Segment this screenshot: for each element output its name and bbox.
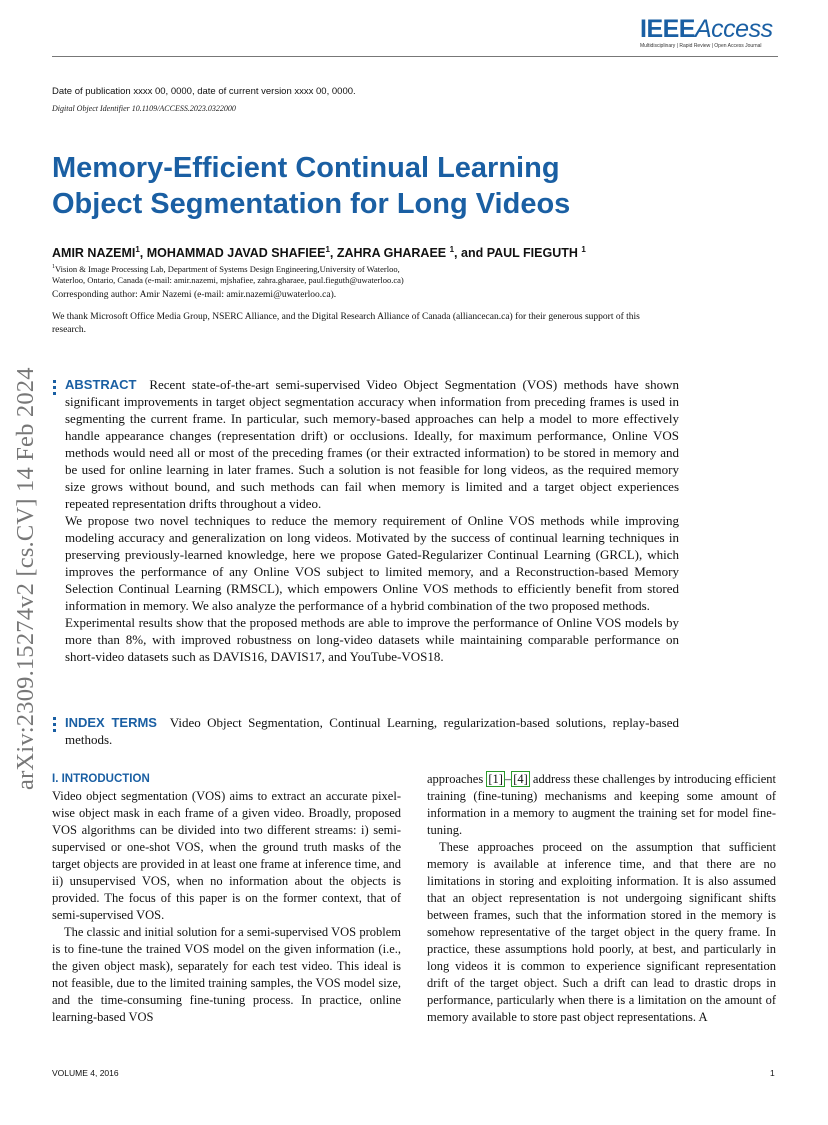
doi: Digital Object Identifier 10.1109/ACCESS.2023.0322000 xyxy=(52,104,236,113)
citation-link[interactable]: [1] xyxy=(488,772,503,786)
abstract-marker xyxy=(53,380,57,398)
paragraph: approaches [1] – [4] address these challenges by introducing efficient training (fine-tuning) mechanisms and keeping some amount of information in a memory to augment the training set for model fine-tuning. xyxy=(427,772,776,837)
ieee-access-logo: IEEEAccess Multidisciplinary | Rapid Review | Open Access Journal xyxy=(640,16,775,49)
abstract-paragraph: We propose two novel techniques to reduce the memory requirement of Online VOS methods while improving modeling accuracy and generalization on long videos. Motivated by the success of continual learning techniques in preserving previously-learned knowledge, here we propose Gated-Regularizer Continual Learning (GRCL), which improves the performance of any Online VOS subject to limited memory, and a Reconstruction-based Memory Selection Continual Learning (RMSCL), which empowers Online VOS methods to efficiently benefit from stored information in memory. We also analyze the performance of a hybrid combination of the two proposed methods. xyxy=(65,513,679,613)
author-name: MOHAMMAD JAVAD SHAFIEE xyxy=(146,246,326,261)
journal-tagline: Multidisciplinary | Rapid Review | Open Access Journal xyxy=(640,43,762,49)
acknowledgement: We thank Microsoft Office Media Group, NSERC Alliance, and the Digital Research Alliance of Canada (alliancecan.ca) for their generous support of this research. xyxy=(52,312,640,335)
corresponding-author: Corresponding author: Amir Nazemi (e-mail: amir.nazemi@uwaterloo.ca). xyxy=(52,290,337,300)
left-column xyxy=(52,771,401,1026)
author-list: AMIR NAZEMI$^1$, MOHAMMAD JAVAD SHAFIEE$^1$, ZAHRA GHARAEE $^1$, and PAUL FIEGUTH $^1$ xyxy=(52,245,586,261)
index-terms-marker xyxy=(53,717,57,735)
affiliation: $^1$Vision & Image Processing Lab, Department of Systems Design Engineering,University of Waterloo, Waterloo, Ontario, Canada (e-mail: amir.nazemi, mjshafiee, zahra.gharaee, paul.fieguth@uwaterloo.ca) xyxy=(52,263,404,286)
abstract-paragraph: Experimental results show that the proposed methods are able to improve the performance of Online VOS models by more than 8%, with improved robustness on long-video datasets while maintaining comparable performance on short-video datasets such as DAVIS16, DAVIS17, and YouTube-VOS18. xyxy=(65,615,679,664)
paragraph: Video object segmentation (VOS) aims to extract an accurate pixel-wise object mask in each frame of a given video. Broadly, proposed VOS algorithms can be divided into two different streams: i) semi-supervised or one-shot VOS, when the ground truth masks of the target objects are provided in at least one frame at inference time, and ii) unsupervised VOS, when no information about the objects is provided. The focus of this paper is on the former context, that of semi-supervised VOS. xyxy=(52,789,401,922)
index-terms-label: INDEX TERMS xyxy=(65,715,157,730)
section-heading: I. INTRODUCTION xyxy=(52,773,150,785)
abstract-label: ABSTRACT xyxy=(65,377,137,392)
header-rule xyxy=(52,56,778,57)
paper-title: Memory-Efficient Continual Learning Object Segmentation for Long Videos xyxy=(52,152,571,220)
abstract: ABSTRACT Recent state-of-the-art semi-supervised Video Object Segmentation (VOS) methods have shown significant improvements in target object segmentation accuracy when information from preceding frames is used in segmenting the current frame. In particular, such memory-based approaches can help a model to more effectively handle appearance changes (representation drift) or occlusions. Ideally, for maximum performance, Online VOS methods would need all or most of the preceding frames (or their extracted information) to be stored in memory and be used for online learning in later frames. Such a solution is not feasible for long videos, as the required memory size grows without bound, and such methods can fail when memory is limited and a target object experiences repeated representation drifts throughout a video. We propose two novel techniques to reduce the memory requirement of Online VOS methods while improving modeling accuracy and generalization on long videos. Motivated by the success of continual learning techniques in preserving previously-learned knowledge, here we propose Gated-Regularizer Continual Learning (GRCL), which improves the performance of any Online VOS subject to limited memory, and a Reconstruction-based Memory Selection Continual Learning (RMSCL), which empowers Online VOS methods to efficiently benefit from stored information in memory. We also analyze the performance of a hybrid combination of the two proposed methods. Experimental results show that the proposed methods are able to improve the performance of Online VOS models by more than 8%, with improved robustness on long-video datasets while maintaining comparable performance on short-video datasets such as DAVIS16, DAVIS17, and YouTube-VOS18. xyxy=(65,377,680,664)
paragraph: These approaches proceed on the assumption that sufficient memory is available at inference time, and that there are no limitations in storing and exploiting information. It is also assumed that an object representation is not undergoing significant shifts between frames, such that the information stored in the memory is somehow representative of the target object in the query frame. In practice, these assumptions hold poorly, at best, and particularly in long videos it is common to experience significant representation drift of the target object. Such a drift can lead to drastic drops in performance, particularly when there is a limitation on the amount of memory available to store past object representations. A xyxy=(427,840,776,1024)
volume-label: VOLUME 4, 2016 xyxy=(52,1068,119,1078)
arxiv-stamp: arXiv:2309.15274v2 [cs.CV] 14 Feb 2024 xyxy=(12,367,39,790)
author-name: ZAHRA GHARAEE xyxy=(336,246,450,261)
index-terms: INDEX TERMS Video Object Segmentation, Continual Learning, regularization-based solutions, replay-based methods. xyxy=(65,715,680,747)
author-name: PAUL FIEGUTH xyxy=(486,246,582,261)
paragraph: The classic and initial solution for a semi-supervised VOS problem is to fine-tune the trained VOS model on the given information (i.e., the given object mask), separately for each test video. This ideal is not feasible, due to the limited training samples, the VOS model size, and the time-consuming fine-tuning process. In practice, online learning-based VOS xyxy=(52,925,401,1024)
right-column xyxy=(427,771,776,1026)
publication-date: Date of publication xxxx 00, 0000, date of current version xxxx 00, 0000. xyxy=(52,86,356,97)
citation-link[interactable]: [4] xyxy=(513,772,528,786)
page-number: 1 xyxy=(770,1068,775,1078)
author-name: AMIR NAZEMI xyxy=(52,246,136,261)
